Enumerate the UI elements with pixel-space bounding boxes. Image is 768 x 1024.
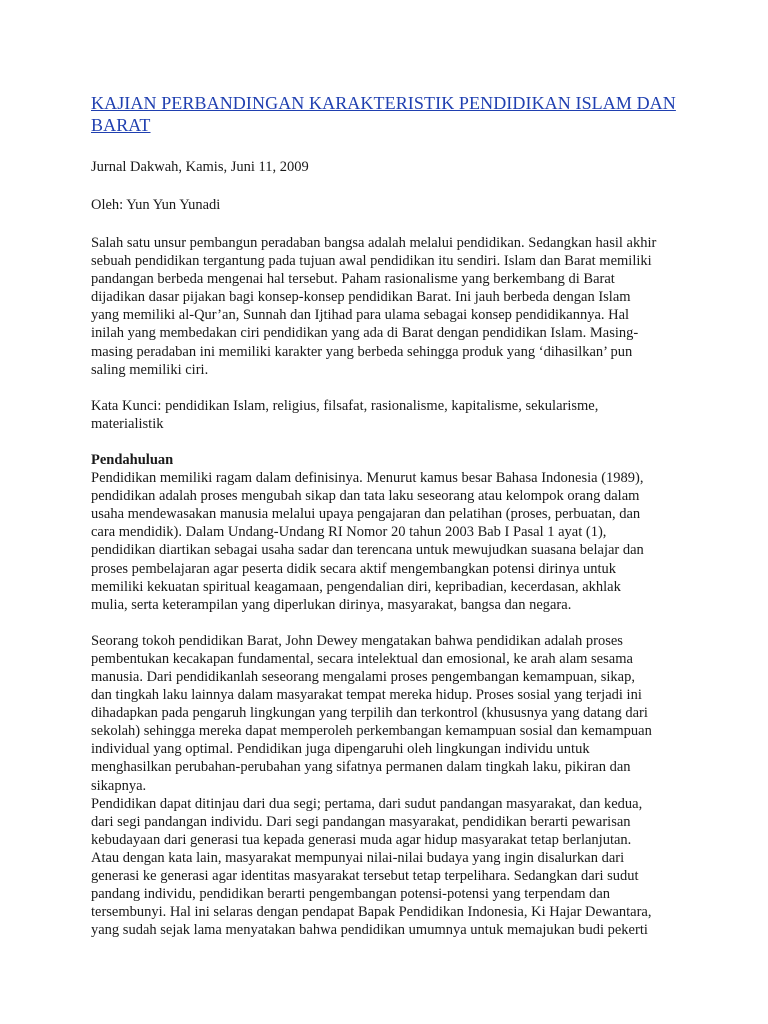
keywords-paragraph: Kata Kunci: pendidikan Islam, religius, filsafat, rasionalisme, kapitalisme, sekularisme, materialistik: [91, 397, 599, 432]
body-paragraph-1: Pendidikan memiliki ragam dalam definisinya. Menurut kamus besar Bahasa Indonesia (1989), pendidikan adalah proses mengubah sikap dan tata laku seseorang atau kelompok orang dalam usaha mendewasakan manusia melalui upaya pengajaran dan pelatihan (proses, perbuatan, dan cara mendidik). Dalam Undang-Undang RI Nomor 20 tahun 2003 Bab I Pasal 1 ayat (1), pendidikan diartikan sebagai usaha sadar dan terencana untuk mewujudkan suasana belajar dan proses pembelajaran agar peserta didik secara aktif mengembangkan potensi dirinya untuk memiliki kekuatan spiritual keagamaan, pengendalian diri, kepribadian, kecerdasan, akhlak mulia, serta keterampilan yang diperlukan dirinya, masyarakat, bangsa dan negara.: [91, 470, 644, 613]
body-paragraph-2: Seorang tokoh pendidikan Barat, John Dewey mengatakan bahwa pendidikan adalah proses pembentukan kecakapan fundamental, secara intelektual dan emosional, ke arah alam sesama manusia. Dari pendidikanlah seseorang mengalami proses pengembangan kemampuan, sikap, dan tingkah laku lainnya dalam masyarakat tempat mereka hidup. Proses sosial yang terjadi ini dihadapkan pada pengaruh lingkungan yang terpilih dan terkontrol (khususnya yang datang dari sekolah) sehingga mereka dapat memperoleh perkembangan kemampuan sosial dan kemampuan individual yang optimal. Pendidikan juga dipengaruhi oleh lingkungan individu untuk menghasilkan perubahan-perubahan yang sifatnya permanen dalam tingkah laku, pikiran dan sikapnya.: [91, 632, 652, 794]
source-line: Jurnal Dakwah, Kamis, Juni 11, 2009: [91, 159, 309, 175]
body-paragraph-3: Pendidikan dapat ditinjau dari dua segi; pertama, dari sudut pandangan masyarakat, dan kedua, dari segi pandangan individu. Dari segi pandangan masyarakat, pendidikan berarti pewarisan kebudayaan dari generasi tua kepada generasi muda agar hidup masyarakat tetap berlanjutan. Atau dengan kata lain, masyarakat mempunyai nilai-nilai budaya yang ingin disalurkan dari generasi ke generasi agar identitas masyarakat tersebut tetap terpelihara. Sedangkan dari sudut pandang individu, pendidikan berarti pengembangan potensi-potensi yang terpendam dan tersembunyi. Hal ini selaras dengan pendapat Bapak Pendidikan Indonesia, Ki Hajar Dewantara, yang sudah sejak lama menyatakan bahwa pendidikan umumnya untuk memajukan budi pekerti: [91, 795, 652, 939]
author-line: Oleh: Yun Yun Yunadi: [91, 197, 221, 213]
section-heading: Pendahuluan: [91, 451, 174, 468]
document-title[interactable]: KAJIAN PERBANDINGAN KARAKTERISTIK PENDIDIKAN ISLAM DAN BARAT: [91, 93, 676, 135]
abstract-paragraph: Salah satu unsur pembangun peradaban bangsa adalah melalui pendidikan. Sedangkan hasil akhir sebuah pendidikan tergantung pada tujuan awal pendidikan itu sendiri. Islam dan Barat memiliki pandangan berbeda mengenai hal tersebut. Paham rasionalisme yang berkembang di Barat dijadikan dasar pijakan bagi konsep-konsep pendidikan Barat. Ini jauh berbeda dengan Islam yang memiliki al-Qur’an, Sunnah dan Ijtihad para ulama sebagai konsep pendidikannya. Hal inilah yang membedakan ciri pendidikan yang ada di Barat dengan pendidikan Islam. Masing-masing peradaban ini memiliki karakter yang berbeda sehingga produk yang ‘dihasilkan’ pun saling memiliki ciri.: [91, 235, 657, 378]
